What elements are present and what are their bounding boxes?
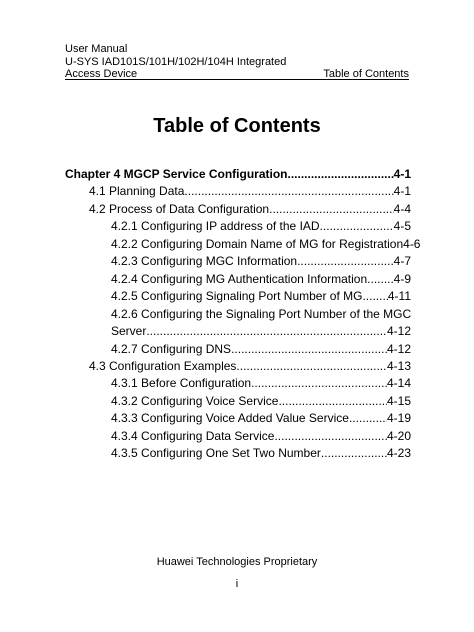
toc-dot-leader [297,253,394,270]
toc-entry-title: 4.2.1 Configuring IP address of the IAD [111,219,320,234]
toc-entry-page: 4-12 [386,341,411,356]
page-number: i [235,578,239,590]
toc-entry-page: 4-1 [393,184,411,199]
toc-entry-title: 4.2.4 Configuring MG Authentication Information [111,271,368,286]
toc-entry-page: 4-6 [403,236,421,251]
toc-entry-page: 4-23 [386,446,411,461]
toc-entry-page: 4-1 [393,167,411,181]
toc-dot-leader [288,166,394,183]
toc-dot-leader [231,341,387,358]
toc-dot-leader [251,375,387,392]
toc-entry[interactable] [111,323,411,340]
toc-entry-page: 4-15 [386,393,411,408]
toc-dot-leader [278,393,387,410]
toc-dot-leader [349,410,387,427]
toc-entry-title: 4.1 Planning Data [89,184,185,199]
header-divider [65,79,409,80]
toc-entry-title: 4.3.5 Configuring One Set Two Number [111,446,321,461]
header-section-title: Table of Contents [323,68,409,80]
toc-entry[interactable] [111,218,411,235]
toc-entry-title: 4.2.3 Configuring MGC Information [111,254,298,269]
toc-entry-page: 4-7 [393,254,411,269]
page-title: Table of Contents [153,115,321,137]
toc-entry-page: 4-11 [387,289,411,304]
page-header [65,43,409,81]
toc-entry-page: 4-14 [386,376,411,391]
toc-entry[interactable] [89,201,411,218]
toc-entry-title: 4.2.5 Configuring Signaling Port Number of MG [111,289,363,304]
toc-entry-page: 4-13 [386,358,411,373]
toc-entry[interactable] [111,410,411,427]
toc-dot-leader [184,183,393,200]
toc-entry[interactable] [111,341,411,358]
toc-dot-leader [320,218,394,235]
toc-entry[interactable] [89,358,411,375]
toc-entry[interactable] [111,253,411,270]
toc-entry-title: 4.3.2 Configuring Voice Service [111,393,279,408]
toc-entry[interactable] [111,393,411,410]
toc-entry-title: 4.3 Configuration Examples [89,358,237,373]
toc-entry-title: 4.3.4 Configuring Data Service [111,428,275,443]
toc-entry-page: 4-9 [393,271,411,286]
header-line-3-left: Access Device [65,68,138,80]
toc-entry-page: 4-4 [393,201,411,216]
toc-entry[interactable] [65,166,411,183]
toc-entry[interactable] [111,445,411,462]
toc-dot-leader [146,323,387,340]
header-line-2: U-SYS IAD101S/101H/102H/104H Integrated [65,55,287,68]
toc-entry[interactable] [111,306,411,323]
toc-entry-page: 4-12 [386,324,411,339]
toc-dot-leader [269,201,394,218]
toc-entry[interactable] [89,183,411,200]
toc-entry-title: 4.2.7 Configuring DNS [111,341,232,356]
toc-dot-leader [236,358,387,375]
toc-entry[interactable] [111,375,411,392]
toc-dot-leader [362,288,387,305]
toc-entry[interactable] [111,288,411,305]
toc-entry-title: 4.3.3 Configuring Voice Added Value Service [111,411,349,426]
toc-dot-leader [274,428,387,445]
toc-entry[interactable] [111,236,421,253]
toc-entry-title: Chapter 4 MGCP Service Configuration [65,167,288,181]
toc-entry-page: 4-19 [386,411,411,426]
toc-entry[interactable] [111,428,411,445]
page-footer: Huawei Technologies Proprietary [156,556,318,568]
toc-entry-title: Server [111,324,147,339]
toc-entry-page: 4-5 [393,219,411,234]
toc-entry-title: 4.2.2 Configuring Domain Name of MG for Registration [111,236,404,251]
header-line-1: User Manual [65,43,128,55]
toc-dot-leader [367,271,394,288]
toc-entry-title: 4.3.1 Before Configuration [111,376,252,391]
toc-entry[interactable] [111,271,411,288]
toc-dot-leader [321,445,387,462]
toc-entry-page: 4-20 [386,428,411,443]
toc-entry-title: 4.2.6 Configuring the Signaling Port Number of the MGC [111,306,412,321]
toc-entry-title: 4.2 Process of Data Configuration [89,201,270,216]
